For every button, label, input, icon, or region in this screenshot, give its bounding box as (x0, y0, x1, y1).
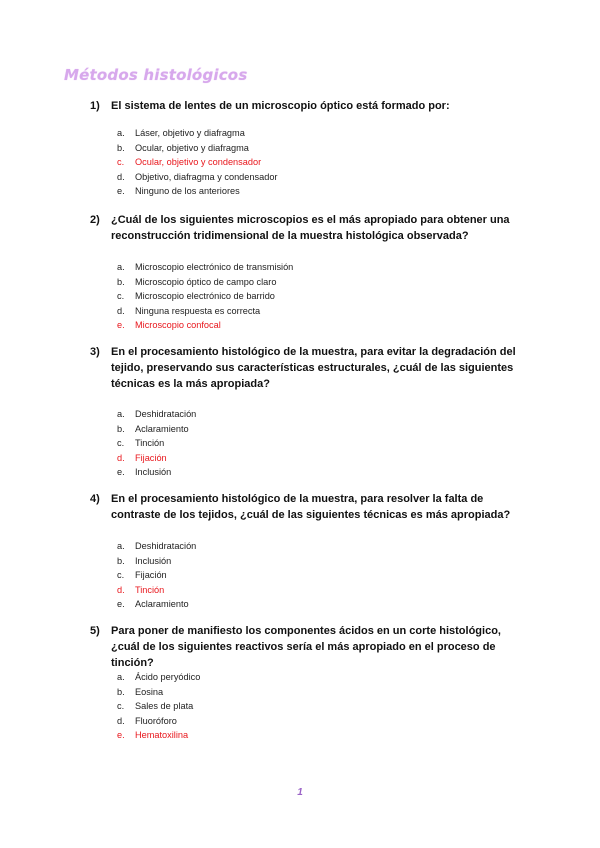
question-text: En el procesamiento histológico de la muestra, para resolver la falta de contraste de los tejidos, ¿cuál de las siguientes técnicas es más apropiada? (111, 493, 511, 521)
option-3c (117, 436, 196, 451)
question-number: 5) (90, 625, 100, 637)
option-text: Ácido peryódico (135, 672, 201, 682)
option-letter: c. (117, 701, 125, 712)
option-letter: c. (117, 157, 125, 168)
question-text: ¿Cuál de los siguientes microscopios es el más apropiado para obtener una reconstrucción tridimensional de la muestra histológica observada? (111, 214, 510, 242)
option-5a (117, 670, 200, 685)
option-letter: b. (117, 686, 125, 697)
options-list-5 (117, 670, 200, 743)
option-letter: d. (117, 171, 125, 182)
option-letter: a. (117, 128, 125, 138)
option-letter: b. (117, 276, 125, 287)
option-3e (117, 465, 196, 480)
option-text: Objetivo, diafragma y condensador (135, 171, 278, 182)
question-number: 2) (90, 214, 100, 226)
option-2e-correct (117, 318, 293, 333)
option-text: Hematoxilina (135, 730, 189, 741)
option-5b (117, 685, 200, 700)
option-text: Eosina (135, 686, 164, 697)
option-text: Ocular, objetivo y condensador (135, 157, 262, 168)
option-text: Fijación (135, 570, 167, 581)
option-letter: c. (117, 438, 125, 449)
option-1d (117, 170, 278, 185)
option-2a (117, 260, 293, 275)
option-letter: b. (117, 423, 125, 434)
question-4 (90, 491, 530, 523)
option-4b (117, 554, 196, 569)
option-5c (117, 699, 200, 714)
option-text: Inclusión (135, 467, 172, 478)
option-text: Deshidratación (135, 409, 197, 419)
option-text: Tinción (135, 584, 165, 595)
question-1 (90, 98, 530, 114)
option-5d (117, 714, 200, 729)
options-list-2 (117, 260, 293, 333)
question-3 (90, 344, 530, 392)
option-1c-correct (117, 155, 278, 170)
option-text: Microscopio óptico de campo claro (135, 276, 277, 287)
option-text: Deshidratación (135, 541, 197, 551)
option-4e (117, 597, 196, 612)
options-list-1 (117, 126, 278, 199)
option-text: Aclaramiento (135, 423, 189, 434)
page-number: 1 (297, 787, 303, 798)
option-letter: e. (117, 320, 125, 331)
option-letter: d. (117, 715, 125, 726)
option-text: Tinción (135, 438, 165, 449)
option-3d-correct (117, 451, 196, 466)
option-letter: a. (117, 409, 125, 419)
option-2d (117, 304, 293, 319)
option-1e (117, 184, 278, 199)
option-letter: b. (117, 555, 125, 566)
options-list-4 (117, 539, 196, 612)
option-5e-correct (117, 728, 200, 743)
question-5 (90, 623, 530, 671)
option-4a (117, 539, 196, 554)
option-letter: a. (117, 262, 125, 272)
option-text: Ocular, objetivo y diafragma (135, 142, 249, 153)
option-4d-correct (117, 583, 196, 598)
option-letter: e. (117, 467, 125, 478)
option-text: Microscopio confocal (135, 320, 221, 331)
question-number: 4) (90, 493, 100, 505)
option-letter: e. (117, 186, 125, 197)
option-letter: e. (117, 599, 125, 610)
option-text: Fluoróforo (135, 715, 177, 726)
option-text: Microscopio electrónico de transmisión (135, 262, 294, 272)
option-letter: d. (117, 452, 125, 463)
option-3a (117, 407, 196, 422)
option-3b (117, 422, 196, 437)
question-2 (90, 212, 530, 244)
option-text: Aclaramiento (135, 599, 189, 610)
option-letter: d. (117, 584, 125, 595)
option-text: Ninguno de los anteriores (135, 186, 240, 197)
option-4c (117, 568, 196, 583)
option-letter: c. (117, 570, 125, 581)
option-1a (117, 126, 278, 141)
option-2c (117, 289, 293, 304)
question-text: En el procesamiento histológico de la muestra, para evitar la degradación del tejido, preservando sus características estructurales, ¿cuál de las siguientes técnicas es la más apropiada? (111, 346, 516, 390)
option-letter: b. (117, 142, 125, 153)
option-letter: a. (117, 672, 125, 682)
option-letter: e. (117, 730, 125, 741)
options-list-3 (117, 407, 196, 480)
question-text: El sistema de lentes de un microscopio óptico está formado por: (111, 100, 450, 112)
option-text: Láser, objetivo y diafragma (135, 128, 245, 138)
question-text: Para poner de manifiesto los componentes ácidos en un corte histológico, ¿cuál de los siguientes reactivos sería el más apropiado en el proceso de tinción? (111, 625, 501, 669)
option-letter: c. (117, 291, 125, 302)
option-text: Ninguna respuesta es correcta (135, 305, 261, 316)
option-text: Fijación (135, 452, 167, 463)
option-2b (117, 275, 293, 290)
question-number: 3) (90, 346, 100, 358)
page-title: Métodos histológicos (64, 66, 248, 84)
option-text: Sales de plata (135, 701, 194, 712)
option-1b (117, 141, 278, 156)
option-letter: a. (117, 541, 125, 551)
option-letter: d. (117, 305, 125, 316)
question-number: 1) (90, 100, 100, 112)
option-text: Inclusión (135, 555, 172, 566)
option-text: Microscopio electrónico de barrido (135, 291, 275, 302)
